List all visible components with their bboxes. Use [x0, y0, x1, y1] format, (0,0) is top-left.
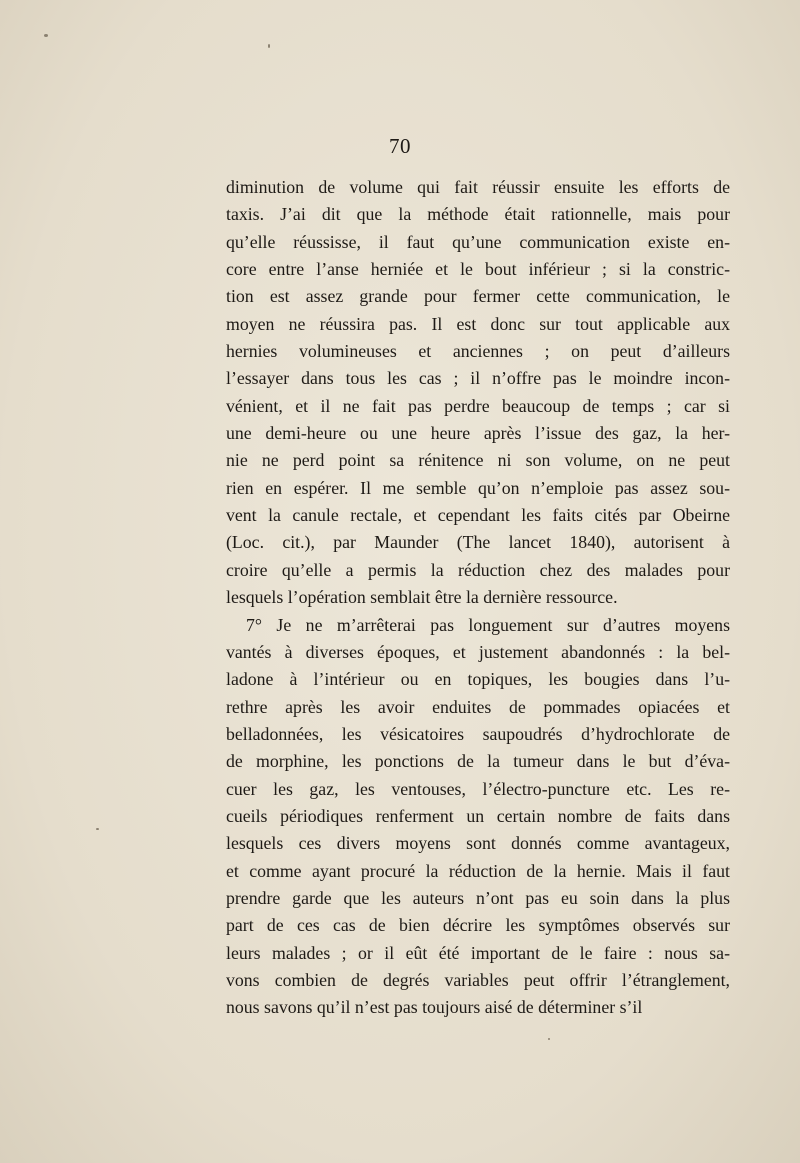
text-line: rien en espérer. Il me semble qu’on n’emploie pas assez sou-	[226, 477, 730, 498]
paper-speck	[96, 828, 99, 830]
paper-speck	[44, 34, 48, 37]
text-line: prendre garde que les auteurs n’ont pas eu soin dans la plus	[226, 887, 730, 908]
paper-speck	[268, 44, 270, 48]
text-line: diminution de volume qui fait réussir ensuite les efforts de	[226, 177, 730, 197]
text-line: l’essayer dans tous les cas ; il n’offre pas le moindre incon-	[226, 368, 730, 389]
text-line: belladonnées, les vésicatoires saupoudrés d’hydrochlorate de	[226, 723, 730, 744]
text-line: de morphine, les ponctions de la tumeur dans le but d’éva-	[226, 751, 730, 772]
text-line: leurs malades ; or il eût été important de le faire : nous sa-	[226, 942, 730, 963]
text-line: vantés à diverses époques, et justement abandonnés : la bel-	[226, 641, 730, 662]
text-line: (Loc. cit.), par Maunder (The lancet 1840), autorisent à	[226, 532, 730, 553]
text-line: vons combien de degrés variables peut offrir l’étranglement,	[226, 969, 730, 990]
text-line: cueils périodiques renferment un certain nombre de faits dans	[226, 805, 730, 826]
text-line: et comme ayant procuré la réduction de la hernie. Mais il faut	[226, 860, 730, 881]
text-line: qu’elle réussisse, il faut qu’une communication existe en-	[226, 231, 730, 252]
text-line: 7° Je ne m’arrêterai pas longuement sur d’autres moyens	[246, 614, 730, 635]
text-line: part de ces cas de bien décrire les symptômes observés sur	[226, 915, 730, 936]
page-number: 70	[389, 134, 411, 158]
text-line: hernies volumineuses et anciennes ; on peut d’ailleurs	[226, 341, 730, 362]
paper-speck	[548, 1038, 550, 1040]
text-line: lesquels ces divers moyens sont donnés comme avantageux,	[226, 833, 730, 854]
text-line: ladone à l’intérieur ou en topiques, les bougies dans l’u-	[226, 669, 730, 690]
text-line: tion est assez grande pour fermer cette communication, le	[226, 286, 730, 307]
text-line: une demi-heure ou une heure après l’issue des gaz, la her-	[226, 423, 730, 444]
text-line: vénient, et il ne fait pas perdre beaucoup de temps ; car si	[226, 395, 730, 416]
text-line: vent la canule rectale, et cependant les faits cités par Obeirne	[226, 505, 730, 526]
body-text	[226, 174, 730, 1022]
text-line: nie ne perd point sa rénitence ni son volume, on ne peut	[226, 450, 730, 471]
text-line: croire qu’elle a permis la réduction chez des malades pour	[226, 559, 730, 580]
text-line: nous savons qu’il n’est pas toujours aisé de déterminer s’il	[226, 997, 643, 1018]
text-line: rethre après les avoir enduites de pommades opiacées et	[226, 696, 730, 717]
text-line: core entre l’anse herniée et le bout inférieur ; si la constric-	[226, 259, 730, 280]
text-line: lesquels l’opération semblait être la dernière ressource.	[226, 587, 618, 608]
text-line: cuer les gaz, les ventouses, l’électro-puncture etc. Les re-	[226, 778, 730, 799]
text-line: taxis. J’ai dit que la méthode était rationnelle, mais pour	[226, 204, 730, 225]
text-line: moyen ne réussira pas. Il est donc sur tout applicable aux	[226, 313, 730, 334]
